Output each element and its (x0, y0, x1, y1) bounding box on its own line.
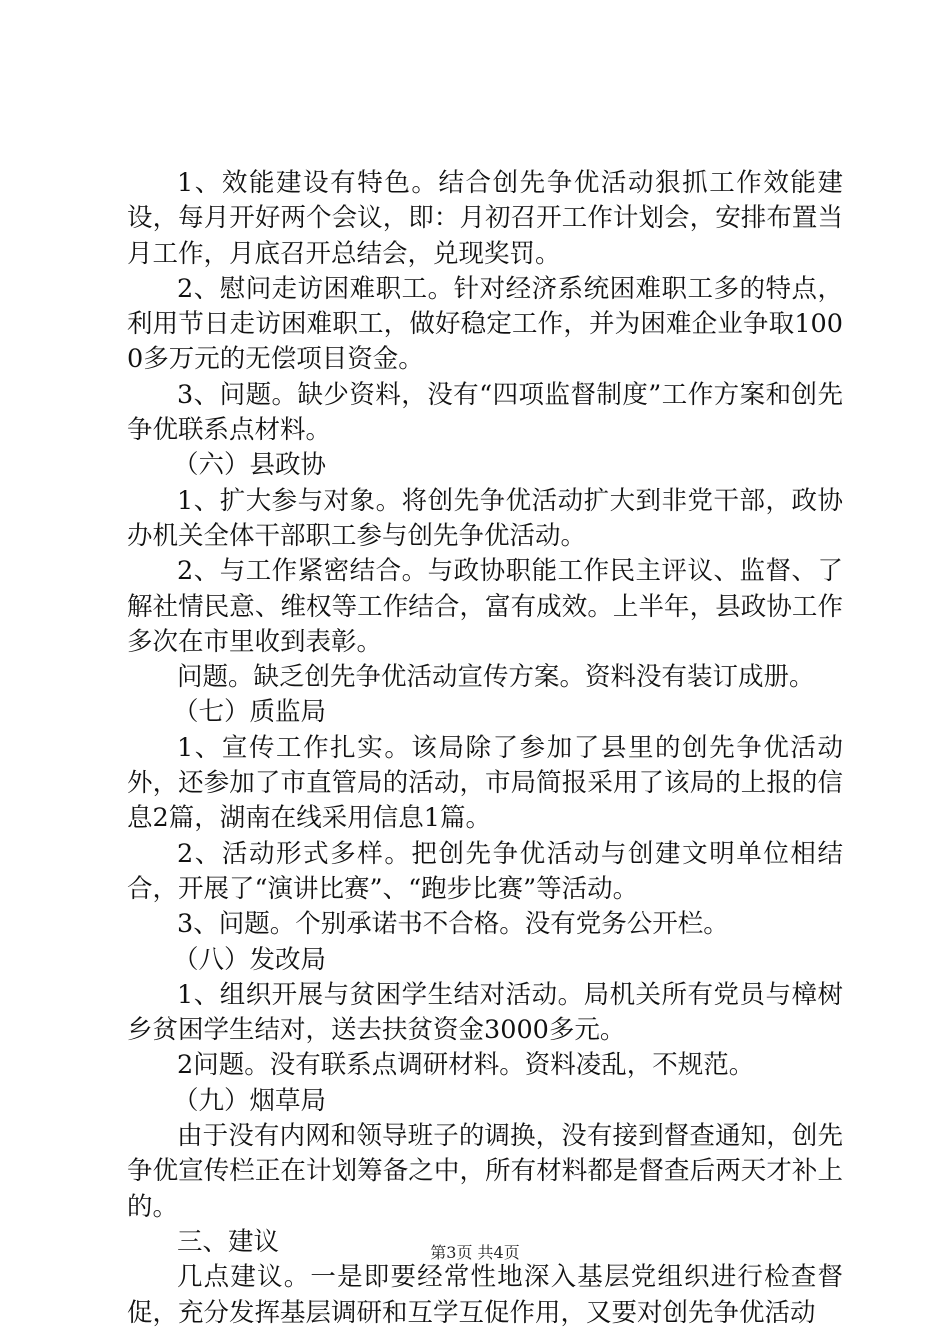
paragraph-problem-1: 3、问题。缺少资料，没有“四项监督制度”工作方案和创先争优联系点材料。 (127, 379, 843, 446)
paragraph-suggestions: 几点建议。一是即要经常性地深入基层党组织进行检查督促，充分发挥基层调研和互学互促作用，又要对创先争优活动 (127, 1262, 843, 1328)
document-body (127, 166, 843, 1331)
section-heading-development-bureau: （八）发改局 (173, 944, 327, 975)
paragraph-student-pairing: 1、组织开展与贫困学生结对活动。局机关所有党员与樟树乡贫困学生结对，送去扶贫资金3000多元。 (127, 979, 843, 1046)
paragraph-tobacco-status: 由于没有内网和领导班子的调换，没有接到督查通知，创先争优宣传栏正在计划筹备之中，所有材料都是督查后两天才补上的。 (127, 1121, 843, 1222)
section-heading-cppcc: （六）县政协 (173, 450, 327, 481)
section-heading-tobacco-bureau: （九）烟草局 (173, 1085, 327, 1116)
section-heading-quality-bureau: （七）质监局 (173, 697, 327, 728)
paragraph-problem-2: 问题。缺乏创先争优活动宣传方案。资料没有装订成册。 (177, 662, 815, 693)
paragraph-work-combination: 2、与工作紧密结合。与政协职能工作民主评议、监督、了解社情民意、维权等工作结合，富有成效。上半年，县政协工作多次在市里收到表彰。 (127, 556, 843, 657)
paragraph-visit-workers: 2、慰问走访困难职工。针对经济系统困难职工多的特点，利用节日走访困难职工，做好稳定工作，并为困难企业争取1000多万元的无偿项目资金。 (127, 273, 843, 375)
paragraph-expand-participants: 1、扩大参与对象。将创先争优活动扩大到非党干部，政协办机关全体干部职工参与创先争优活动。 (127, 485, 843, 551)
paragraph-problem-4: 2问题。没有联系点调研材料。资料凌乱，不规范。 (177, 1050, 755, 1081)
paragraph-activity-forms: 2、活动形式多样。把创先争优活动与创建文明单位相结合，开展了“演讲比赛”、“跑步比赛”等活动。 (127, 838, 843, 904)
paragraph-publicity: 1、宣传工作扎实。该局除了参加了县里的创先争优活动外，还参加了市直管局的活动，市局简报采用了该局的上报的信息2篇，湖南在线采用信息1篇。 (127, 732, 843, 834)
page-footer: 第3页 共4页 (430, 1243, 520, 1262)
paragraph-efficiency: 1、效能建设有特色。结合创先争优活动狠抓工作效能建设，每月开好两个会议，即：月初召开工作计划会，安排布置当月工作，月底召开总结会，兑现奖罚。 (127, 168, 843, 269)
section-heading-suggestions: 三、建议 (177, 1226, 280, 1257)
paragraph-problem-3: 3、问题。个别承诺书不合格。没有党务公开栏。 (177, 909, 729, 940)
